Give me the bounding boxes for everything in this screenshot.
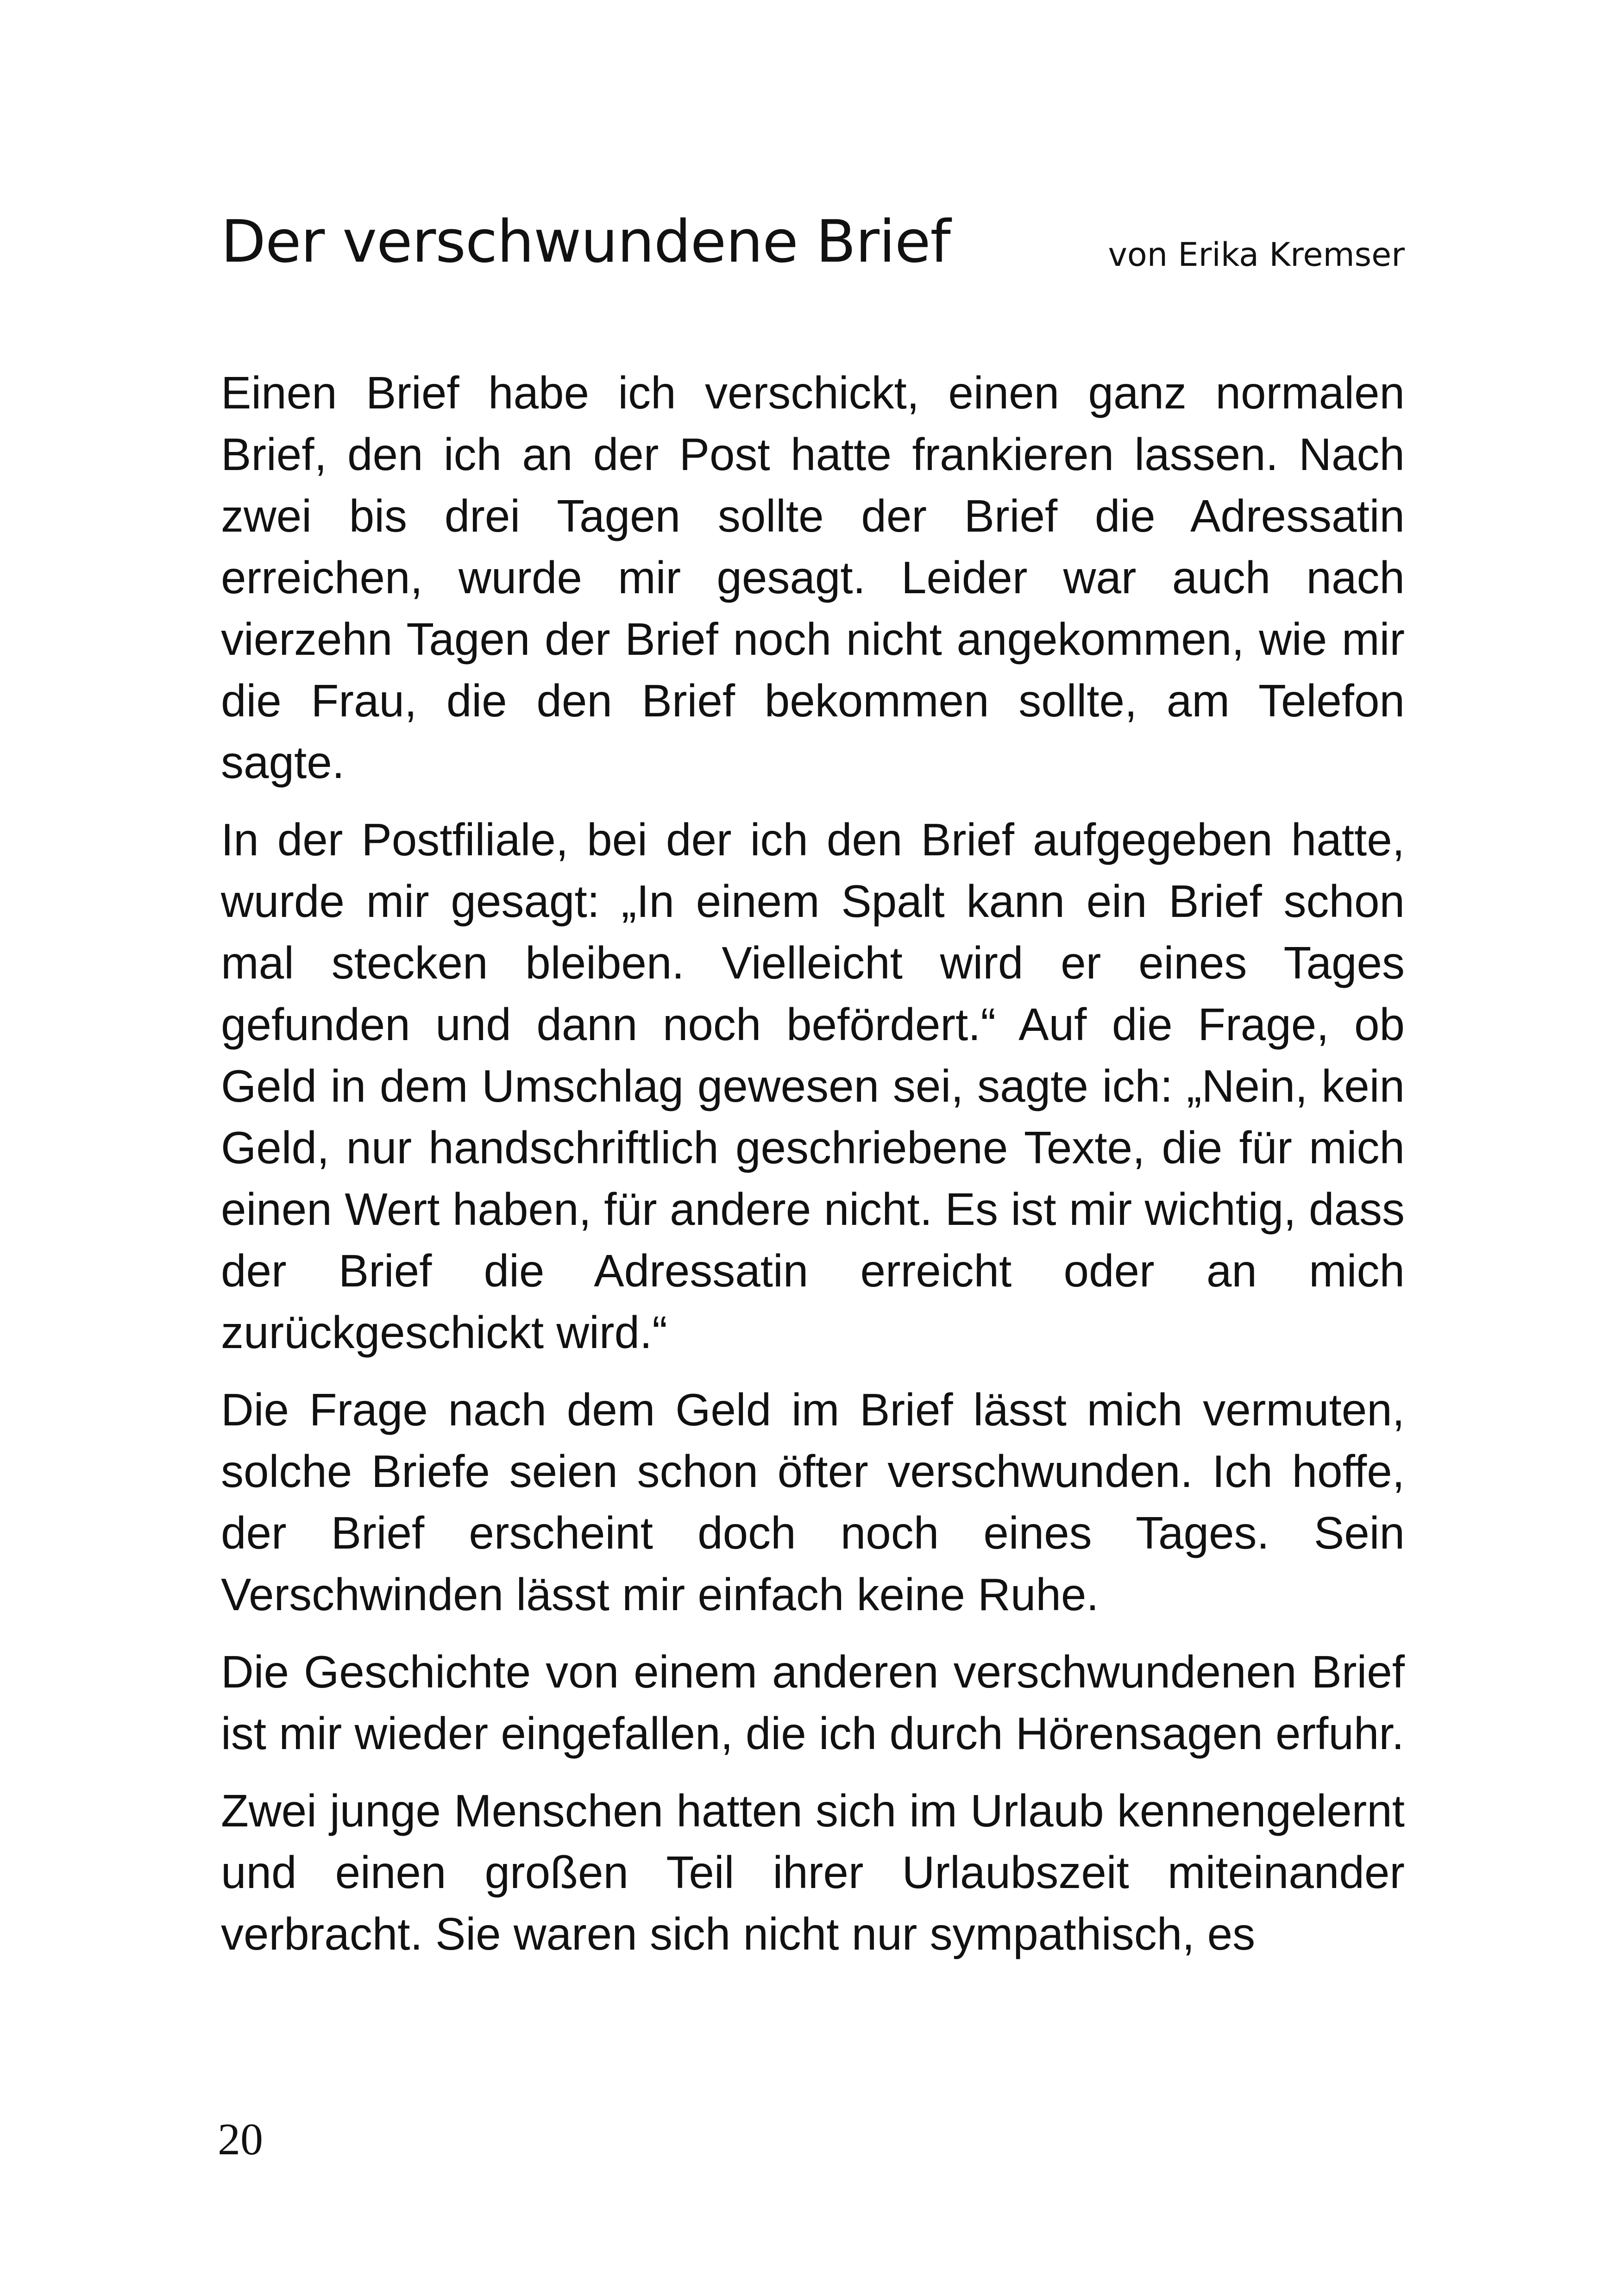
paragraph-5: Zwei junge Menschen hatten sich im Urlaub kennengelernt und einen großen Teil ihrer Urlaubszeit miteinander verbracht. Sie waren sich nicht nur sympathisch, es bbox=[221, 1785, 1405, 1959]
author-byline: von Erika Kremser bbox=[1108, 236, 1405, 274]
paragraph-4: Die Geschichte von einem anderen verschwundenen Brief ist mir wieder eingefallen, die ich durch Hörensagen erfuhr. bbox=[221, 1646, 1405, 1759]
paragraph-2: In der Postfiliale, bei der ich den Brief aufgegeben hatte, wurde mir gesagt: „In einem Spalt kann ein Brief schon mal stecken bleiben. Vielleicht wird er eines Tages gefunden und dann noch befördert.“ Auf die Frage, ob Geld in dem Umschlag gewesen sei, sagte ich: „Nein, kein Geld, nur handschriftlich geschriebene Texte, die für mich einen Wert haben, für andere nicht. Es ist mir wichtig, dass der Brief die Adressatin erreicht oder an mich zurückgeschickt wird.“ bbox=[221, 814, 1405, 1358]
story-title: Der verschwundene Brief bbox=[221, 207, 950, 276]
paragraph-1: Einen Brief habe ich verschickt, einen ganz normalen Brief, den ich an der Post hatte frankieren lassen. Nach zwei bis drei Tagen sollte der Brief die Adressatin erreichen, wurde mir gesagt. Leider war auch nach vierzehn Tagen der Brief noch nicht angekommen, wie mir die Frau, die den Brief bekommen sollte, am Telefon sagte. bbox=[221, 367, 1405, 788]
story-body bbox=[221, 362, 1405, 1981]
page-number: 20 bbox=[218, 2114, 263, 2164]
paragraph-3: Die Frage nach dem Geld im Brief lässt mich vermuten, solche Briefe seien schon öfter verschwunden. Ich hoffe, der Brief erscheint doch noch eines Tages. Sein Verschwinden lässt mir einfach keine Ruhe. bbox=[221, 1384, 1405, 1620]
